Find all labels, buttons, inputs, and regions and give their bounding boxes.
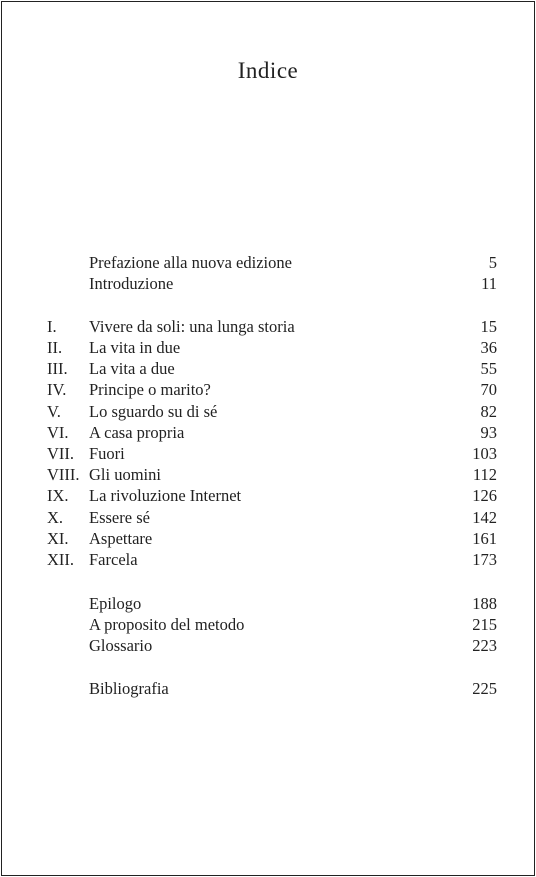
toc-entry-bibliography — [47, 678, 497, 699]
toc-entry-chapter-10 — [47, 507, 497, 528]
toc-entry-chapter-5 — [47, 401, 497, 422]
toc-entry-label: La rivoluzione Internet — [89, 486, 242, 505]
toc-entry-numeral: X. — [47, 508, 64, 527]
toc-entry-numeral: VII. — [47, 444, 75, 463]
toc-entry-page: 36 — [480, 338, 497, 357]
toc-entry-numeral: III. — [47, 359, 68, 378]
toc-entry-label: Principe o marito? — [89, 380, 211, 399]
toc-entry-page: 5 — [488, 253, 497, 272]
toc-entry-page: 93 — [480, 423, 497, 442]
toc-entry-epilogue — [47, 593, 497, 614]
toc-entry-chapter-2 — [47, 337, 497, 358]
toc-entry-preface — [47, 252, 497, 273]
toc-entry-page: 103 — [472, 444, 497, 463]
toc-entry-label: Epilogo — [89, 594, 142, 613]
page-title: Indice — [237, 58, 299, 83]
toc-entry-label: Lo sguardo su di sé — [89, 402, 218, 421]
toc-entry-label: Fuori — [89, 444, 125, 463]
toc-entry-label: Prefazione alla nuova edizione — [89, 253, 292, 272]
toc-entry-page: 161 — [472, 529, 497, 548]
toc-entry-label: Aspettare — [89, 529, 153, 548]
toc-entry-numeral: XI. — [47, 529, 69, 548]
toc-entry-page: 173 — [472, 550, 497, 569]
toc-entry-label: Glossario — [89, 636, 153, 655]
toc-entry-page: 11 — [481, 274, 497, 293]
toc-entry-page: 55 — [480, 359, 497, 378]
toc-entry-introduction — [47, 273, 497, 294]
toc-entry-page: 215 — [472, 615, 497, 634]
toc-entry-chapter-8 — [47, 464, 497, 485]
toc-entry-chapter-6 — [47, 422, 497, 443]
toc-entry-label: Introduzione — [89, 274, 174, 293]
toc-entry-numeral: IX. — [47, 486, 69, 505]
toc-entry-glossary — [47, 635, 497, 656]
toc-entry-chapter-12 — [47, 549, 497, 570]
toc-entry-chapter-1 — [47, 316, 497, 337]
toc-entry-page: 225 — [472, 679, 497, 698]
toc-entry-label: A casa propria — [89, 423, 185, 442]
toc-entry-page: 82 — [480, 402, 497, 421]
toc-entry-label: Essere sé — [89, 508, 150, 527]
toc-entry-numeral: IV. — [47, 380, 67, 399]
toc-entry-label: Farcela — [89, 550, 138, 569]
toc-entry-numeral: V. — [47, 402, 61, 421]
toc-entry-chapter-4 — [47, 379, 497, 400]
toc-entry-chapter-3 — [47, 358, 497, 379]
toc-entry-page: 15 — [480, 317, 497, 336]
toc-entry-label: Bibliografia — [89, 679, 169, 698]
toc-entry-page: 223 — [472, 636, 497, 655]
toc-entry-page: 112 — [472, 465, 497, 484]
toc-entry-label: Vivere da soli: una lunga storia — [89, 317, 295, 336]
toc-entry-label: La vita a due — [89, 359, 175, 378]
toc-entry-numeral: VI. — [47, 423, 69, 442]
toc-entry-chapter-9 — [47, 485, 497, 506]
toc-entry-numeral: I. — [47, 317, 57, 336]
toc-entry-numeral: II. — [47, 338, 63, 357]
toc-entry-page: 126 — [472, 486, 497, 505]
toc-entry-method — [47, 614, 497, 635]
toc-entry-numeral: VIII. — [47, 465, 80, 484]
toc-entry-label: Gli uomini — [89, 465, 161, 484]
toc-entry-numeral: XII. — [47, 550, 75, 569]
toc-entry-page: 188 — [472, 594, 497, 613]
toc-entry-chapter-7 — [47, 443, 497, 464]
toc-entry-label: La vita in due — [89, 338, 181, 357]
toc-entry-page: 70 — [480, 380, 497, 399]
toc-entry-chapter-11 — [47, 528, 497, 549]
toc-entry-page: 142 — [472, 508, 497, 527]
toc-entry-label: A proposito del metodo — [89, 615, 245, 634]
